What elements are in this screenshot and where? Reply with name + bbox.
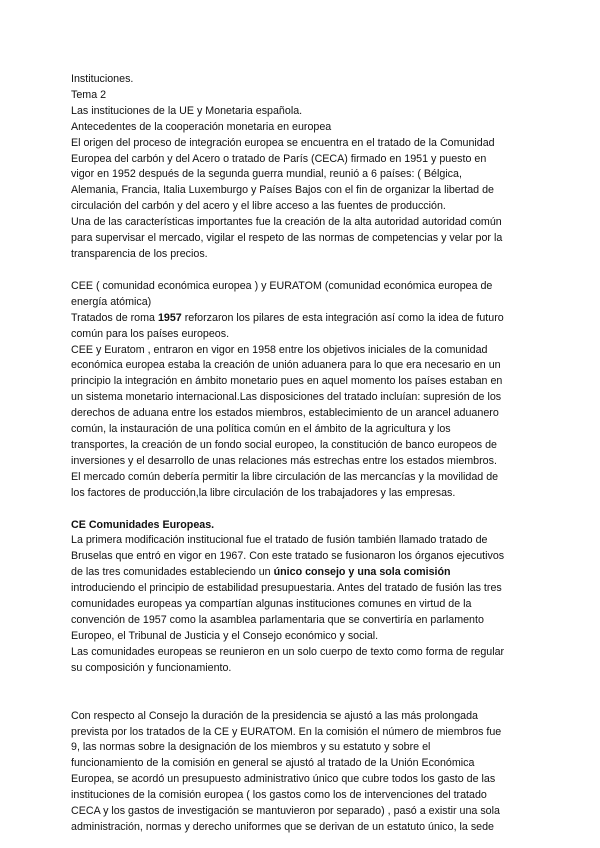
text-line: transportes, la creación de un fondo social europeo, la constitución de banco europeos de	[71, 438, 498, 451]
text-line: La primera modificación institucional fue el tratado de fusión también llamado tratado de	[71, 534, 488, 547]
text-line: Una de las características importantes fue la creación de la alta autoridad autoridad común	[71, 216, 502, 229]
doc-subtitle: Las instituciones de la UE y Monetaria española.	[71, 104, 303, 117]
rome-treaty-line	[71, 311, 516, 327]
text-line: Bruselas que entró en vigor en 1967. Con este tratado se fusionaron los órganos ejecutivos	[71, 550, 505, 563]
text-line: derechos de aduana entre los estados miembros, establecimiento de un arancel aduanero	[71, 407, 499, 420]
cee-heading: CEE ( comunidad económica europea ) y EURATOM (comunidad económica europea de	[71, 279, 493, 292]
section-cee	[71, 279, 516, 502]
text-line: Con respecto al Consejo la duración de la presidencia se ajustó a las más prolongada	[71, 709, 478, 722]
spacer	[71, 263, 516, 279]
text-line: comunidades europeas ya compartían algunas instituciones comunes en virtud de la	[71, 598, 472, 611]
text-line: circulación del carbón y del acero y el libre acceso a las fuentes de producción.	[71, 200, 446, 213]
text-line: CECA y los gastos de investigación se mantuvieron por separado) , pasó a existir una sola	[71, 805, 500, 818]
text-line: introduciendo el principio de estabilidad presupuestaria. Antes del tratado de fusión las tres	[71, 582, 502, 595]
text-line: transparencia de los precios.	[71, 247, 208, 260]
text-line: prevista por los tratados de la CE y EURATOM. En la comisión el número de miembros fue	[71, 725, 502, 738]
doc-topic: Tema 2	[71, 88, 107, 101]
text-line: vigor en 1952 después de la segunda guerra mundial, reunió a 6 países: ( Bélgica,	[71, 168, 462, 181]
text-line: principio la integración en ámbito monetario pues en aquel momento los países estaban en	[71, 375, 503, 388]
cee-heading-cont: energía atómica)	[71, 295, 152, 308]
text-span: reforzaron los pilares de esta integración así como la idea de futuro	[181, 311, 504, 324]
paragraph-ceca	[71, 136, 516, 263]
doc-title: Instituciones.	[71, 73, 134, 85]
text-line: los factores de producción,la libre circulación de los trabajadores y las empresas.	[71, 486, 456, 499]
text-line: un sistema monetario internacional.Las disposiciones del tratado incluían: supresión de los	[71, 391, 502, 404]
text-line: Europea del carbón y del Acero o tratado de París (CECA) firmado en 1951 y puesto en	[71, 152, 487, 165]
text-line: funcionamiento de la comisión en general se ajustó al tratado de la Unión Económica	[71, 757, 475, 770]
text-line: convención de 1957 como la asamblea parlamentaria que se convertiría en parlamento	[71, 614, 484, 626]
ce-heading-text: CE Comunidades Europeas.	[71, 518, 215, 531]
text-line: Alemania, Francia, Italia Luxemburgo y Países Bajos con el fin de organizar la libertad de	[71, 184, 494, 197]
doc-antecedents: Antecedentes de la cooperación monetaria en europea	[71, 120, 332, 133]
rome-year: 1957	[157, 311, 182, 324]
spacer	[71, 502, 516, 518]
text-line: su composición y funcionamiento.	[71, 661, 232, 674]
text-line: instituciones de la comisión europea ( los gastos como los de intervenciones del tratado	[71, 789, 487, 802]
text-line: para supervisar el mercado, vigilar el respeto de las normas de competencias y velar por la	[71, 232, 503, 245]
text-line: común, la instauración de una política común en el ámbito de la agricultura y los	[71, 423, 451, 436]
section-consejo	[71, 709, 516, 836]
text-line: común para los países europeos.	[71, 327, 230, 340]
text-line: Las comunidades europeas se reunieron en un solo cuerpo de texto como forma de regular	[71, 645, 505, 658]
section-ce	[71, 518, 516, 677]
text-line: inversiones y el desarrollo de unas relaciones más estrechas entre los estados miembros.	[71, 454, 497, 467]
fusion-line	[71, 565, 516, 581]
ce-heading	[71, 518, 516, 534]
text-line: El mercado común debería permitir la libre circulación de las mercancías y la movilidad de	[71, 470, 499, 483]
bold-phrase: único consejo y una sola comisión	[273, 566, 451, 579]
text-line: CEE y Euratom , entraron en vigor en 1958 entre los objetivos iniciales de la comunidad	[71, 343, 488, 356]
text-line: El origen del proceso de integración europea se encuentra en el tratado de la Comunidad	[71, 136, 495, 149]
text-line: Europeo, el Tribunal de Justicia y el Consejo económico y social.	[71, 629, 379, 642]
text-span: de las tres comunidades estableciendo un	[71, 566, 274, 579]
text-line: 9, las normas sobre la designación de los miembros y su estatuto y sobre el	[71, 741, 431, 754]
text-line: administración, normas y derecho uniformes que se derivan de un estatuto único, la sede	[71, 820, 494, 833]
text-line: Europea, se acordó un presupuesto administrativo único que cubre todos los gasto de las	[71, 773, 496, 786]
spacer	[71, 677, 516, 709]
text-line: económica europea estaba la creación de unión aduanera para lo que era necesario en un	[71, 359, 501, 372]
text-span: Tratados de roma	[71, 311, 158, 324]
